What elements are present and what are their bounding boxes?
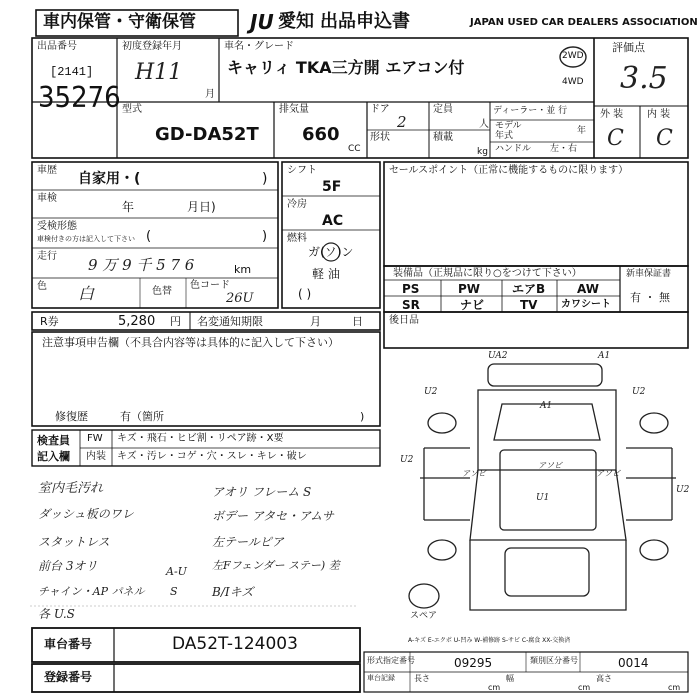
size-label: 車台記録 <box>367 674 395 682</box>
fuel-values: ガ(ソ)ン <box>308 245 354 259</box>
eval-value: 3.5 <box>620 61 668 96</box>
interior-items: キズ・汚レ・コゲ・穴・スレ・キレ・破レ <box>117 451 307 462</box>
warranty-values: 有 ・ 無 <box>630 291 670 304</box>
hw-note-left-4: チャイン・AP パネル <box>38 585 145 598</box>
fuel-bracket: ( ) <box>298 287 312 301</box>
chassis-value: DA52T-124003 <box>172 634 298 654</box>
door-label: ドア <box>370 104 390 115</box>
type-designation-label: 形式指定番号 <box>367 656 415 665</box>
hw-note-left-2: スタットレス <box>38 535 110 549</box>
hw-note-right-3: 左Fフェンダー ステー) 差 <box>212 559 340 572</box>
equipment-label: 装備品（正規品に限り○をつけて下さい） <box>393 268 582 279</box>
equip-kawaseat: カワシート <box>561 299 611 310</box>
brand-name: 愛知 <box>278 11 314 32</box>
interior-items-label: 内装 <box>86 451 106 462</box>
load-unit: kg <box>477 147 488 157</box>
hw-note-mid-0: A-U <box>166 565 187 578</box>
spare-label: スペア <box>410 611 438 621</box>
association-name: JAPAN USED CAR DEALERS ASSOCIATION <box>470 17 698 28</box>
history-value: 自家用・( <box>78 171 141 187</box>
chassis-label: 車台番号 <box>44 637 93 651</box>
door-value: 2 <box>397 113 407 131</box>
displacement-label: 排気量 <box>279 104 309 115</box>
listing-number: 35276 <box>38 81 121 115</box>
shift-value: 5F <box>322 179 342 195</box>
history-label: 車歴 <box>37 165 57 176</box>
fw-items: キズ・飛石・ヒビ割・リペア跡・X要 <box>117 433 284 444</box>
model-year-label2: 年式 <box>495 131 514 141</box>
receive-label: 受検形態 <box>37 221 77 232</box>
diag-label-asobi-3: アソビ <box>596 469 620 478</box>
hw-note-left-1: ダッシュ板のワレ <box>38 507 134 521</box>
notice-label: 名変通知期限 <box>197 315 263 328</box>
after-items-label: 後日品 <box>389 315 419 326</box>
recycle-value: 5,280 <box>118 314 156 329</box>
warranty-label: 新車保証書 <box>626 269 672 279</box>
model-year-label: モデル <box>495 121 522 131</box>
inspector-label-2: 記入欄 <box>37 450 70 463</box>
fuel-label: 燃料 <box>287 233 307 244</box>
notes-label: 注意事項申告欄（不具合内容等は具体的に記入して下さい） <box>42 336 339 349</box>
diag-label-u2-4: U2 <box>676 485 690 495</box>
color-value: 白 <box>78 284 95 303</box>
class-label: 類別区分番号 <box>530 656 578 665</box>
first-reg-label: 初度登録年月 <box>122 41 182 52</box>
length-label: 長さ <box>414 674 430 683</box>
diag-label-a1-mid: A1 <box>540 401 553 411</box>
car-name-label: 車名・グレード <box>224 41 294 52</box>
notice-month: 月 <box>310 315 321 328</box>
mileage-label: 走行 <box>37 251 57 262</box>
displacement-value: 660 <box>302 124 340 145</box>
shape-label: 形状 <box>370 132 390 143</box>
repair-value: 有（箇所 <box>120 410 164 423</box>
diag-label-u2-3: U2 <box>400 455 414 465</box>
color-change-label: 色替 <box>152 286 172 297</box>
recycle-label: R券 <box>40 315 59 328</box>
listing-number-label: 出品番号 <box>37 41 77 52</box>
history-close: ) <box>262 171 268 187</box>
receive-note: 車検付きの方は記入して下さい <box>37 235 135 243</box>
capacity-unit: 人 <box>479 119 489 130</box>
inspection-month: 月日) <box>187 200 216 214</box>
mileage-value: 9 万 9 千 5 7 6 <box>88 256 195 274</box>
diag-label-u2-2: U2 <box>632 387 646 397</box>
interior-label: 内 装 <box>647 109 671 120</box>
form-title: 出品申込書 <box>320 11 410 32</box>
inspection-label: 車検 <box>37 193 57 204</box>
hw-note-right-2: 左テールピア <box>212 535 284 549</box>
hw-note-left-3: 前台 3オリ <box>38 559 98 573</box>
equip-ps: PS <box>402 282 420 296</box>
displacement-unit: CC <box>348 144 361 154</box>
shift-label: シフト <box>287 165 317 176</box>
equip-sr: SR <box>402 298 420 312</box>
title-box-text: 車内保管・守衛保管 <box>43 12 196 32</box>
repair-label: 修復歴 <box>55 410 88 423</box>
mileage-unit: km <box>234 263 252 276</box>
diag-label-asobi-2: アソビ <box>538 461 562 470</box>
fw-label: FW <box>87 433 103 444</box>
drive-4wd: 4WD <box>562 77 584 87</box>
hw-note-right-4: B/Iキズ <box>212 585 254 599</box>
hw-note-right-1: ボデー アタセ・アムサ <box>212 509 334 523</box>
month-suffix: 月 <box>205 89 215 100</box>
width-unit: cm <box>578 683 591 692</box>
height-label: 高さ <box>596 674 612 683</box>
drive-2wd: 2WD <box>562 51 584 61</box>
dealer-label: ディーラー・並 行 <box>493 106 568 116</box>
reg-number-label: 登録番号 <box>44 670 93 684</box>
handle-label: ハンドル <box>495 144 532 154</box>
diag-label-asobi-1: アソビ <box>462 469 486 478</box>
receive-close: ) <box>262 229 268 244</box>
equip-navi: ナビ <box>460 298 485 312</box>
fuel-light-oil: 軽 油 <box>312 267 340 281</box>
interior-value: C <box>656 126 673 151</box>
sales-point-label: セールスポイント（正常に機能するものに限ります） <box>389 165 629 176</box>
first-reg-value: H11 <box>135 60 183 85</box>
diag-label-u2-1: U2 <box>424 387 438 397</box>
equip-airbag: エアB <box>512 282 546 296</box>
color-code-label: 色コード <box>190 280 230 291</box>
equip-aw: AW <box>577 282 599 296</box>
damage-legend: A-キズ E-エクボ U-凹み W-補修跡 S-サビ C-腐食 XX-交換済 <box>408 637 571 644</box>
car-name-value: キャリィ TKA三方開 エアコン付 <box>227 58 465 77</box>
diag-label-a1-top: A1 <box>598 351 611 361</box>
listing-small-number: [2141] <box>50 65 94 79</box>
hw-note-left-5: 各 U.S <box>38 607 75 621</box>
length-unit: cm <box>488 683 501 692</box>
capacity-label: 定員 <box>433 104 453 115</box>
ac-value: AC <box>322 213 344 229</box>
ju-logo: JU <box>250 10 274 34</box>
width-label: 幅 <box>506 674 514 683</box>
class-value: 0014 <box>618 656 649 670</box>
height-unit: cm <box>668 683 681 692</box>
model-label: 型式 <box>122 104 142 115</box>
model-value: GD-DA52T <box>155 124 259 145</box>
notice-day: 日 <box>352 315 363 328</box>
equip-tv: TV <box>520 298 538 312</box>
ac-label: 冷房 <box>287 199 307 210</box>
exterior-label: 外 装 <box>600 109 624 120</box>
color-code-value: 26U <box>226 291 254 306</box>
color-label: 色 <box>37 281 47 292</box>
eval-label: 評価点 <box>612 41 645 54</box>
inspector-label-1: 検査員 <box>37 434 70 447</box>
recycle-unit: 円 <box>170 315 181 328</box>
handle-value: 左・右 <box>550 144 578 154</box>
hw-note-mid-1: S <box>170 585 178 598</box>
hw-note-left-0: 室内毛汚れ <box>38 481 104 496</box>
hw-note-right-0: アオリ フレーム S <box>212 485 312 499</box>
year-unit: 年 <box>577 126 587 136</box>
inspection-year: 年 <box>122 200 135 214</box>
load-label: 積載 <box>433 132 453 143</box>
type-designation-value: 09295 <box>454 656 493 670</box>
exterior-value: C <box>607 126 624 151</box>
repair-close: ) <box>360 410 365 423</box>
diag-label-u1: U1 <box>536 493 550 503</box>
receive-paren: ( <box>146 229 152 244</box>
equip-pw: PW <box>458 282 481 296</box>
diag-label-ua2: UA2 <box>488 351 508 361</box>
